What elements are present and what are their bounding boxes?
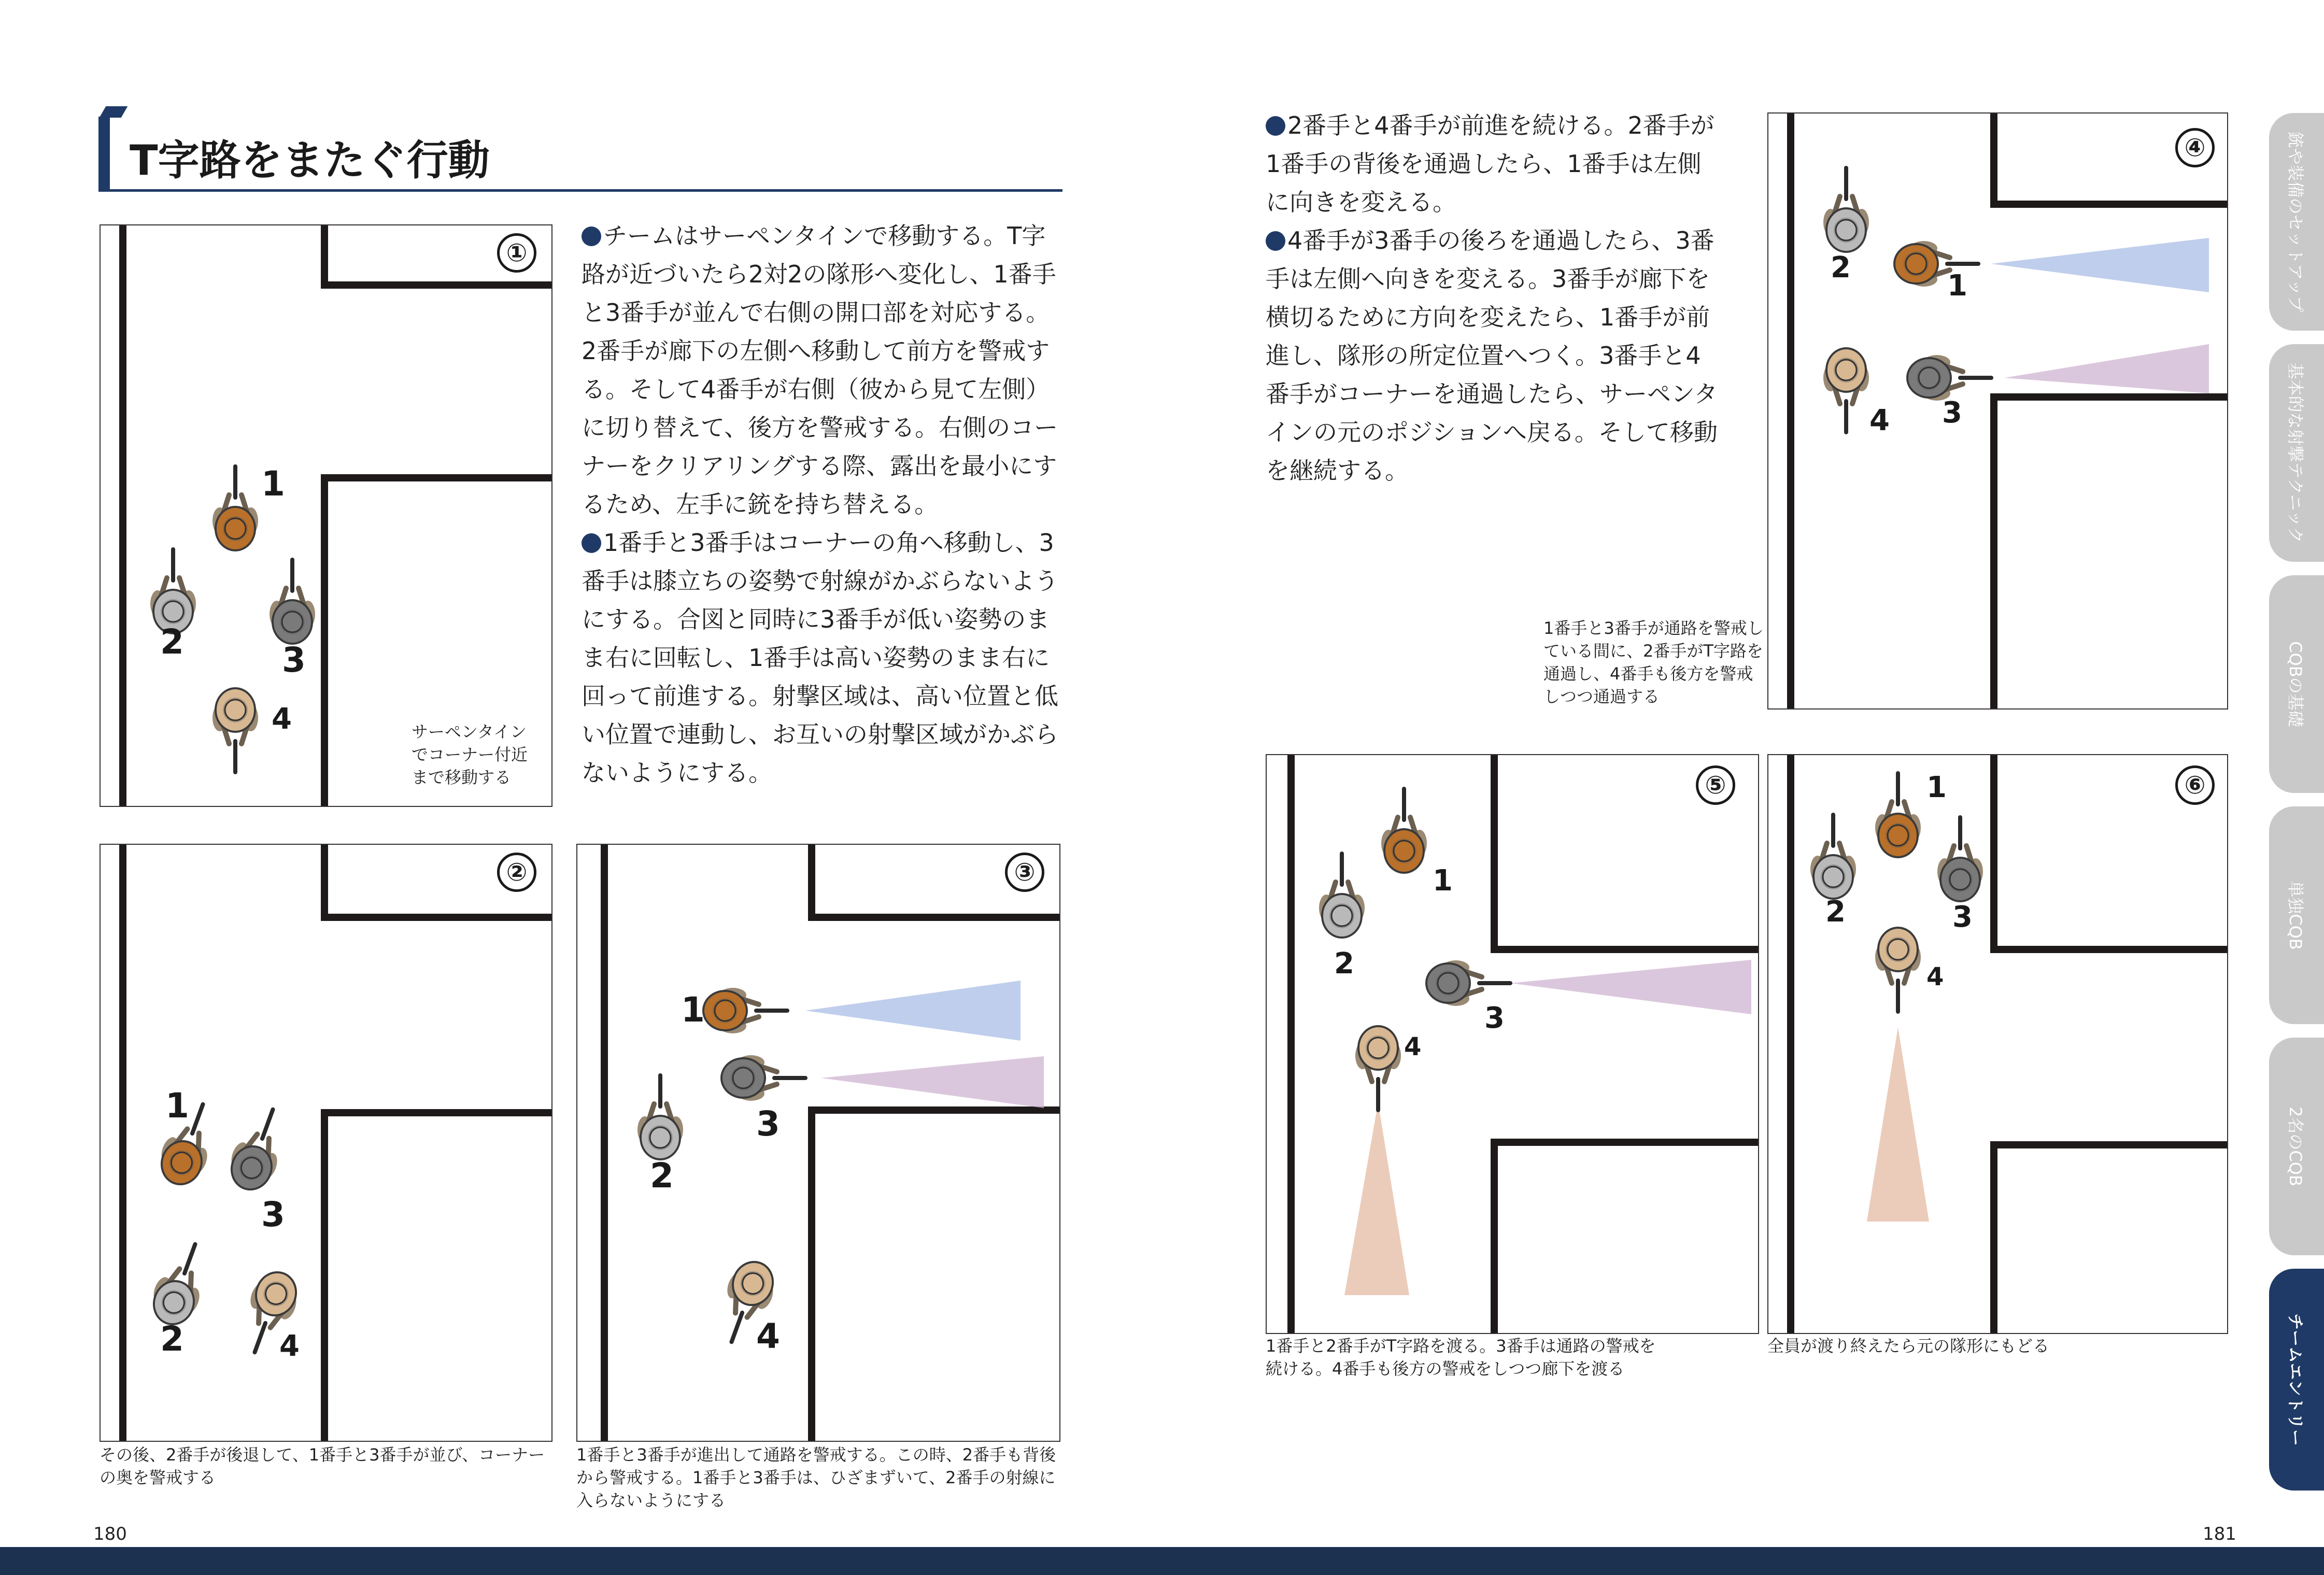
operator-label: 3 xyxy=(1484,1001,1505,1035)
diagram-panel-2 xyxy=(100,844,552,1442)
panel-4-drawing xyxy=(1768,113,2227,708)
diagram-panel-6 xyxy=(1767,754,2228,1334)
panel-3-caption: 1番手と3番手が進出して通路を警戒する。この時、2番手も背後から警戒する。1番手と3番手は、ひざまずいて、2番手の射線に入らないようにする xyxy=(576,1445,1056,1510)
operator-label: 2 xyxy=(650,1156,674,1196)
operator-label: 3 xyxy=(282,640,306,680)
title-underline xyxy=(110,189,1062,192)
operator-label: 3 xyxy=(756,1104,780,1144)
title-accent xyxy=(100,106,128,118)
operator-label: 3 xyxy=(1942,396,1962,430)
panel-3-drawing xyxy=(577,845,1059,1441)
operator-label: 1 xyxy=(1433,864,1453,898)
diagram-panel-4 xyxy=(1767,112,2228,710)
side-tab-solo-cqb[interactable]: 単独CQB xyxy=(2269,806,2324,1024)
body-text-left xyxy=(582,217,1064,792)
operator-label: 4 xyxy=(1404,1032,1422,1061)
panel-5-caption: 1番手と2番手がT字路を渡る。3番手は通路の警戒を続ける。4番手も後方の警戒をしつつ廊下を渡る xyxy=(1266,1336,1656,1379)
operator-label: 4 xyxy=(756,1316,780,1356)
diagram-panel-5 xyxy=(1266,754,1759,1334)
footer-band xyxy=(0,1547,2324,1575)
panel-4-caption: 1番手と3番手が通路を警戒している間に、2番手がT字路を通過し、4番手も後方を警戒しつつ通過する xyxy=(1543,618,1764,706)
operator-label: 2 xyxy=(160,1319,184,1359)
paragraph: チームはサーペンタインで移動する。T字路が近づいたら2対2の隊形へ変化し、1番手と3番手が並んで右側の開口部を対応する。2番手が廊下の左側へ移動して前方を警戒する。そして4番手が右側（彼から見て左側）に切り替えて、後方を警戒する。右側のコーナーをクリアリングする際、露出を最小にするため、左手に銃を持ち替える。 xyxy=(582,222,1058,518)
title-accent-bar xyxy=(98,117,110,192)
bullet-dot-icon xyxy=(1266,116,1285,136)
operator-label: 1 xyxy=(165,1086,189,1126)
panel-2-caption: その後、2番手が後退して、1番手と3番手が並び、コーナーの奥を警戒する xyxy=(100,1445,545,1487)
panel-number: ② xyxy=(497,853,536,892)
operator-1-icon xyxy=(212,466,258,550)
operator-label: 2 xyxy=(1831,251,1851,285)
panel-number: ⑤ xyxy=(1696,765,1735,805)
operator-4-icon xyxy=(212,688,258,772)
paragraph: 2番手と4番手が前進を続ける。2番手が1番手の背後を通過したら、1番手は左側に向きを変える。 xyxy=(1266,111,1714,216)
operator-label: 2 xyxy=(160,622,184,662)
body-text-right xyxy=(1266,106,1722,490)
panel-number: ① xyxy=(497,233,536,273)
operator-2-icon xyxy=(150,549,196,633)
panel-6-drawing xyxy=(1768,755,2227,1333)
operator-label: 1 xyxy=(261,464,285,504)
paragraph: 1番手と3番手はコーナーの角へ移動し、3番手は膝立ちの姿勢で射線がかぶらないようにする。合図と同時に3番手が低い姿勢のまま右に回転し、1番手は高い姿勢のまま右に回って前進する。射撃区域は、高い位置と低い位置で連動し、お互いの射撃区域がかぶらないようにする。 xyxy=(582,529,1058,787)
diagram-panel-3 xyxy=(576,844,1060,1442)
operator-label: 1 xyxy=(1947,269,1967,303)
bullet-dot-icon xyxy=(582,226,601,246)
operator-label: 3 xyxy=(261,1195,285,1235)
side-tab-setup[interactable]: 銃や装備のセットアップ xyxy=(2269,113,2324,331)
side-tab-cqb-basics[interactable]: CQBの基礎 xyxy=(2269,575,2324,793)
panel-number: ⑥ xyxy=(2175,765,2215,805)
operator-label: 3 xyxy=(1952,900,1973,934)
side-tab-two-person-cqb[interactable]: 2名のCQB xyxy=(2269,1038,2324,1255)
fire-sector-cone-icon xyxy=(821,1056,1044,1108)
panel-5-drawing xyxy=(1267,755,1758,1333)
panel-6-caption: 全員が渡り終えたら元の隊形にもどる xyxy=(1767,1336,2050,1356)
bullet-dot-icon xyxy=(582,533,601,553)
panel-number: ③ xyxy=(1005,853,1044,892)
operator-label: 1 xyxy=(1926,771,1947,804)
operator-label: 4 xyxy=(272,702,292,736)
fire-sector-cone-icon xyxy=(805,981,1021,1041)
page-number-left: 180 xyxy=(93,1524,127,1544)
operator-label: 4 xyxy=(279,1329,300,1363)
operator-label: 1 xyxy=(681,990,705,1030)
operator-label: 4 xyxy=(1926,962,1944,991)
page-number-right: 181 xyxy=(2203,1524,2236,1544)
side-tab-basic-shooting[interactable]: 基本的な射撃テクニック xyxy=(2269,344,2324,562)
paragraph: 4番手が3番手の後ろを通過したら、3番手は左側へ向きを変える。3番手が廊下を横切るために方向を変えたら、1番手が前進し、隊形の所定位置へつく。3番手と4番手がコーナーを通過したら、サーペンタインの元のポジションへ戻る。そして移動を継続する。 xyxy=(1266,226,1718,485)
page-title-block xyxy=(98,106,1062,192)
bullet-dot-icon xyxy=(1266,231,1285,251)
operator-label: 2 xyxy=(1825,895,1846,929)
operator-label: 4 xyxy=(1869,404,1890,437)
panel-1-drawing xyxy=(101,225,551,806)
side-tab-team-entry[interactable]: チームエントリー xyxy=(2269,1269,2324,1491)
panel-number: ④ xyxy=(2175,128,2215,167)
operator-3-icon xyxy=(270,560,315,644)
operator-label: 2 xyxy=(1334,947,1354,981)
diagram-panel-1 xyxy=(100,224,552,807)
page-title: T字路をまたぐ行動 xyxy=(130,136,490,185)
panel-caption: サーペンタインでコーナー付近まで移動する xyxy=(412,722,528,787)
